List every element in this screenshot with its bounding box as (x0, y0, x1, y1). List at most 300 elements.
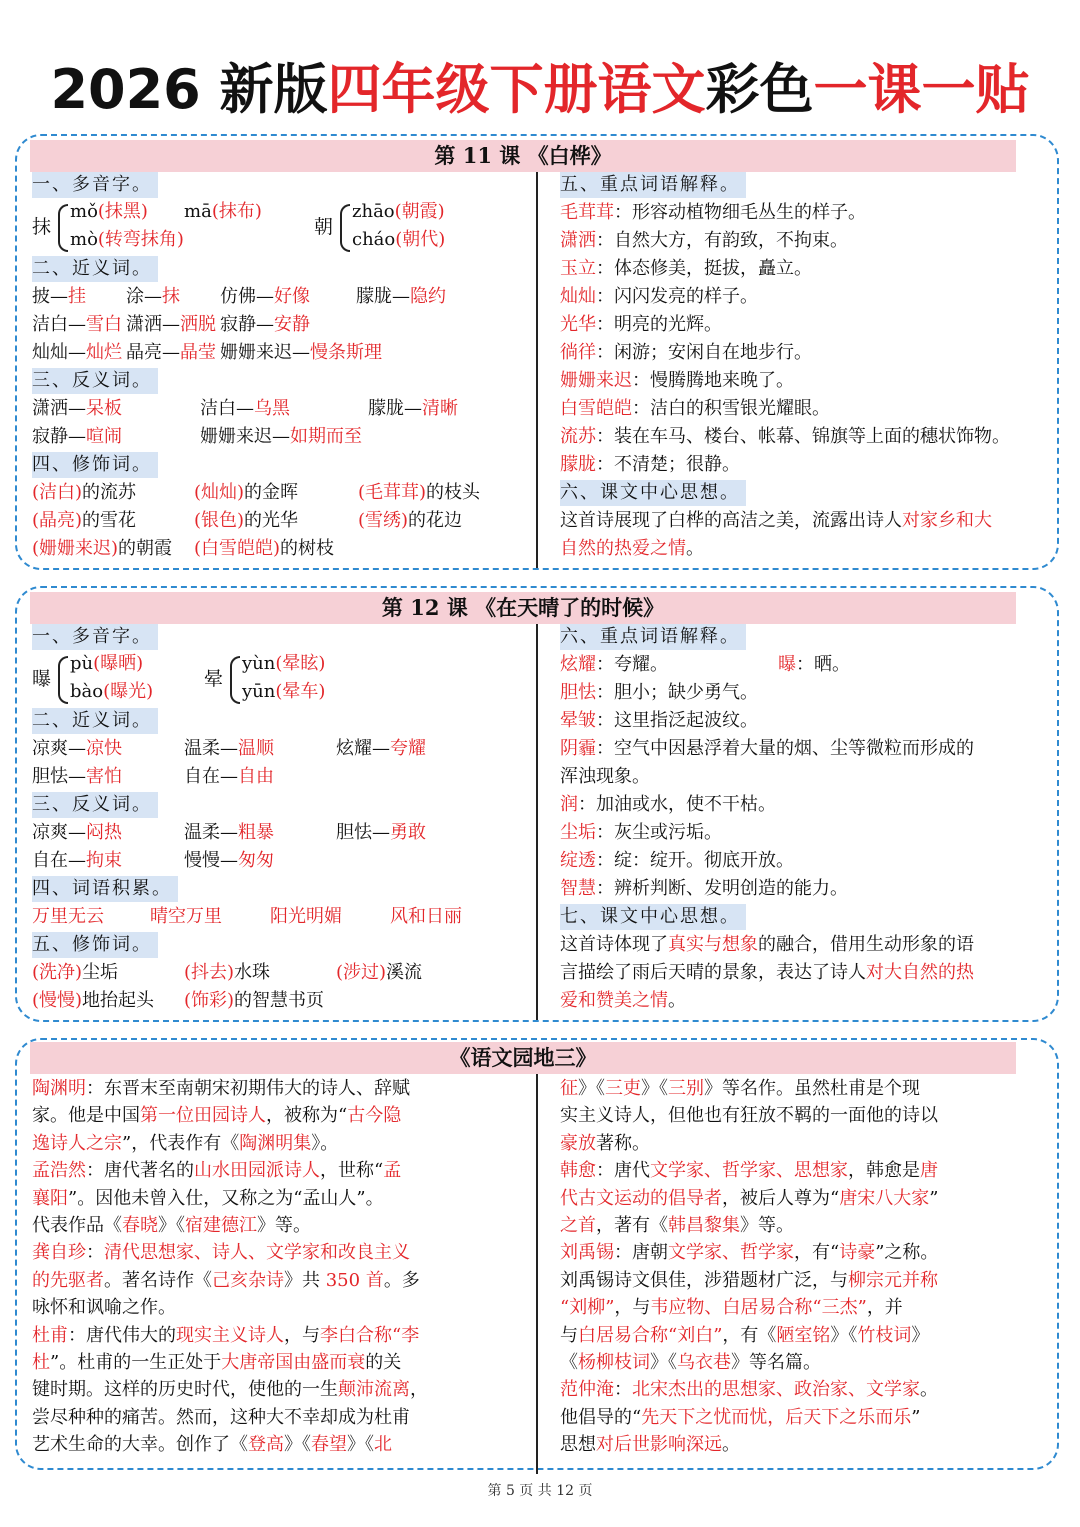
word-pair (220, 340, 382, 366)
body-text: 》《 (284, 1434, 311, 1456)
definition-term: 曝 (778, 654, 796, 675)
l11-polyphones (32, 198, 512, 256)
word-answer: 呆板 (86, 398, 122, 419)
modifier-word: (洗净) (32, 962, 83, 983)
body-text: ： (614, 1379, 632, 1401)
pinyin: pù (70, 653, 94, 674)
paragraph-line (32, 1295, 522, 1321)
body-text: ，有“ (794, 1242, 840, 1264)
body-text: 键时期。这样的历史时代，使他的一生 (32, 1379, 338, 1401)
word-pair (336, 820, 426, 846)
word-answer: 慢条斯理 (310, 342, 382, 363)
word-base: 慢慢— (184, 850, 238, 871)
body-text: 》《 (830, 1324, 858, 1346)
definition-text: ：体态修美，挺拔，矗立。 (596, 258, 812, 279)
title-part-3: 彩色 (705, 58, 814, 121)
word-base: 温柔— (184, 822, 238, 843)
poly-word: (抹黑) (97, 201, 148, 222)
modifier-word: (银色) (194, 510, 245, 531)
highlight-text: 文学家、哲学家 (668, 1242, 794, 1264)
body-text: ”。因他未曾入仕，又称之为“孟山人”。 (68, 1187, 384, 1209)
pinyin: yùn (242, 653, 276, 674)
modified-noun: 溪流 (386, 962, 423, 983)
highlight-text: 春晓 (122, 1215, 158, 1236)
word-answer: 自由 (238, 766, 274, 787)
highlight-text: 第一位田园诗人 (140, 1105, 266, 1127)
highlight-text: 范仲淹 (560, 1379, 614, 1401)
word-answer: 雪白 (86, 314, 122, 335)
paragraph-line (32, 1131, 522, 1157)
word-base: 自在— (32, 850, 86, 871)
word-item: 风和日丽 (390, 906, 462, 927)
l12-s2 (32, 708, 158, 734)
word-base: 潇洒— (126, 314, 180, 335)
word-pair (336, 736, 426, 762)
l12-polyphones (32, 650, 512, 708)
paragraph-line (32, 1432, 522, 1458)
modifier-word: (姗姗来迟) (32, 538, 119, 559)
body-text: 与 (560, 1324, 578, 1346)
word-answer: 粗暴 (238, 822, 274, 843)
body-text: 著称。 (596, 1132, 650, 1154)
paragraph-line (560, 1377, 1050, 1403)
definition-row (560, 708, 758, 734)
highlight-text: 先天下之忧而忧，后天下之乐而乐 (641, 1406, 912, 1428)
body-text: 咏怀和讽喻之作。 (32, 1297, 176, 1319)
section-heading: 一、多音字。 (32, 624, 158, 650)
modifier-item (336, 960, 422, 986)
l11-s3 (32, 368, 158, 394)
highlight-text: 文学家、哲学家、思想家 (650, 1160, 848, 1182)
word-pair (126, 340, 216, 366)
modified-noun: 的树枝 (280, 538, 335, 559)
definition-term: 白雪皑皑 (560, 398, 632, 419)
poly-word: (朝代) (395, 229, 446, 250)
paragraph-line (560, 1186, 1050, 1212)
body-text: 的关 (365, 1352, 402, 1373)
modifier-item (194, 536, 334, 562)
word-pair (200, 396, 290, 422)
highlight-text: 乌衣巷 (677, 1352, 731, 1373)
poly-char: 朝 (314, 216, 334, 238)
body-text: ：唐代著名的 (86, 1160, 194, 1182)
modified-noun: 的花边 (408, 510, 463, 531)
section-heading: 五、重点词语解释。 (560, 172, 746, 198)
highlight-text: 襄阳 (32, 1187, 68, 1209)
definition-term: 尘垢 (560, 822, 596, 843)
word-item: 晴空万里 (150, 906, 222, 927)
definition-row (560, 876, 848, 902)
definition-row (560, 764, 650, 790)
highlight-text: 韦应物、白居易合称“三杰” (650, 1297, 867, 1319)
l11-s4 (32, 452, 158, 478)
highlight-text: 唐宋八大家 (839, 1187, 930, 1209)
highlight-text: 诗豪 (839, 1242, 876, 1264)
body-text: 》等。 (257, 1215, 311, 1236)
poly-word: (曝光) (103, 681, 154, 702)
highlight-text: 龚自珍 (32, 1242, 86, 1264)
lesson12-divider (536, 624, 538, 1020)
definition-row (560, 452, 740, 478)
highlight-text: 孟浩然 (32, 1160, 86, 1182)
highlight-text: 对大自然的热 (866, 962, 974, 983)
word-pair (32, 736, 122, 762)
body-text: ”之称。 (875, 1242, 939, 1264)
poly-word: (晕车) (275, 681, 326, 702)
definition-term: 晕皱 (560, 710, 596, 731)
highlight-text: 柳宗元并称 (848, 1269, 938, 1291)
definition-term: 光华 (560, 314, 596, 335)
poly-char: 晕 (204, 668, 224, 690)
definition-term: 胆怯 (560, 682, 596, 703)
definition-text: ：闪闪发亮的样子。 (596, 286, 758, 307)
definition-text: ：慢腾腾地来晚了。 (632, 370, 794, 391)
poly-word: (转弯抹角) (97, 229, 184, 250)
l11-s6 (560, 480, 746, 506)
definition-term: 朦胧 (560, 454, 596, 475)
definition-row (560, 284, 758, 310)
brace-icon (58, 204, 68, 252)
body-text: ， (410, 1379, 428, 1401)
paragraph-line (32, 1377, 522, 1403)
body-text: 。 (668, 990, 686, 1011)
word-base: 胆怯— (32, 766, 86, 787)
definition-term: 潇洒 (560, 230, 596, 251)
l12-s5 (32, 932, 158, 958)
highlight-text: 刘禹锡 (560, 1242, 614, 1264)
highlight-text: 颠沛流离 (338, 1379, 410, 1401)
highlight-text: 杨柳枝词 (578, 1352, 650, 1373)
body-text: ，被后人尊为“ (722, 1187, 840, 1209)
modifier-item (32, 960, 118, 986)
word-base: 姗姗来迟— (220, 342, 310, 363)
modifier-item (184, 960, 270, 986)
word-base: 披— (32, 286, 68, 307)
paragraph-line (560, 960, 1050, 986)
section-heading: 三、反义词。 (32, 792, 158, 818)
modified-noun: 地抬起头 (82, 990, 155, 1011)
brace-icon (340, 204, 350, 252)
body-text: 》等名篇。 (731, 1352, 821, 1373)
body-text: 》。 (311, 1132, 339, 1154)
word-pair (32, 764, 122, 790)
word-pair (184, 736, 274, 762)
paragraph-line (32, 1158, 522, 1184)
word-answer: 乌黑 (254, 398, 290, 419)
word-base: 胆怯— (336, 822, 390, 843)
body-text: 》共 (284, 1269, 326, 1291)
body-text: ：唐代伟大的 (68, 1324, 176, 1346)
modified-noun: 的流苏 (82, 482, 137, 503)
l12-s6 (560, 624, 746, 650)
highlight-text: 陶渊明集 (239, 1132, 312, 1154)
definition-row (560, 312, 722, 338)
definition-row (560, 652, 850, 678)
word-base: 姗姗来迟— (200, 426, 290, 447)
lesson11-divider (536, 172, 538, 568)
word-base: 寂静— (32, 426, 86, 447)
highlight-text: 大唐帝国由盛而衰 (221, 1352, 366, 1373)
word-base: 凉爽— (32, 822, 86, 843)
modifier-word: (灿灿) (194, 482, 245, 503)
modified-noun: 尘垢 (82, 962, 119, 983)
word-answer: 好像 (274, 286, 310, 307)
word-answer: 勇敢 (390, 822, 426, 843)
body-text: 尝尽种种的痛苦。然而，这种大不幸却成为杜甫 (32, 1406, 410, 1428)
paragraph-line (32, 1076, 522, 1102)
word-pair (220, 312, 310, 338)
highlight-text: 现实主义诗人 (176, 1324, 284, 1346)
modifier-word: (晶亮) (32, 510, 83, 531)
l12-s4 (32, 876, 178, 902)
modified-noun: 水珠 (234, 962, 271, 983)
highlight-text: 竹枝词 (857, 1324, 912, 1346)
body-text: ，与 (284, 1324, 320, 1346)
paragraph-line (560, 988, 1050, 1014)
definition-text: ：加油或水，使不干枯。 (578, 794, 776, 815)
body-text: ：东晋末至南朝宋初期伟大的诗人、辞赋 (86, 1078, 410, 1099)
section-heading: 七、课文中心思想。 (560, 904, 746, 930)
highlight-text: 古今隐 (347, 1105, 402, 1127)
word-base: 潇洒— (32, 398, 86, 419)
pinyin: cháo (352, 229, 396, 250)
modified-noun: 的光华 (244, 510, 299, 531)
word-pair (184, 848, 274, 874)
definition-text: ：晒。 (796, 654, 850, 675)
definition-row (560, 340, 812, 366)
body-text: 艺术生命的大幸。创作了《 (32, 1434, 248, 1456)
pinyin: yūn (242, 681, 276, 702)
highlight-text: 杜甫 (32, 1324, 68, 1346)
garden-heading: 《语文园地三》 (30, 1042, 1016, 1074)
paragraph-line (560, 1158, 1050, 1184)
definition-row (560, 228, 848, 254)
word-pair (32, 424, 122, 450)
definition-row (560, 396, 830, 422)
word-pair (184, 764, 274, 790)
word-pair (220, 284, 310, 310)
word-answer: 挂 (68, 286, 86, 307)
poly-word: (抹布) (211, 201, 262, 222)
definition-text: ：不清楚；很静。 (596, 454, 740, 475)
body-text: ，有《 (722, 1324, 777, 1346)
body-text: ” (911, 1406, 921, 1428)
word-base: 朦胧— (368, 398, 422, 419)
pinyin: bào (70, 681, 104, 702)
definition-text: ：空气中因悬浮着大量的烟、尘等微粒而形成的 (596, 738, 974, 759)
body-text: 。著名诗作《 (104, 1269, 212, 1291)
l12-s7 (560, 904, 746, 930)
poly-char: 抹 (32, 216, 52, 238)
word-pair (356, 284, 446, 310)
word-item: 阳光明媚 (270, 906, 342, 927)
highlight-text: 豪放 (560, 1132, 596, 1154)
word-pair (32, 284, 86, 310)
body-text: ，世称“ (320, 1160, 384, 1182)
poly-char: 曝 (32, 668, 52, 690)
definition-text: ：胆小；缺少勇气。 (596, 682, 758, 703)
paragraph-line (560, 1432, 1050, 1458)
highlight-text: 代古文运动的倡导者 (560, 1187, 722, 1209)
word-answer: 隐约 (410, 286, 446, 307)
pinyin: mò (70, 229, 98, 250)
body-text: 》《 (158, 1215, 185, 1236)
definition-term: 炫耀 (560, 654, 596, 675)
title-part-2: 四年级下册语文 (327, 58, 706, 121)
word-base: 晶亮— (126, 342, 180, 363)
body-text: ： (86, 1242, 104, 1264)
highlight-text: 李白合称“李 (320, 1324, 420, 1346)
word-answer: 安静 (274, 314, 310, 335)
paragraph-line (560, 1103, 1050, 1129)
definition-text: ：形容动植物细毛丛生的样子。 (614, 202, 866, 223)
definition-row (560, 256, 812, 282)
body-text: 》《 (641, 1078, 668, 1099)
body-text: 。多 (383, 1269, 420, 1291)
word-base: 仿佛— (220, 286, 274, 307)
body-text: ，被称为“ (266, 1105, 348, 1127)
body-text: 代表作品《 (32, 1215, 122, 1236)
highlight-text: 春望 (311, 1434, 347, 1456)
word-answer: 抹 (162, 286, 180, 307)
paragraph-line (32, 1213, 522, 1239)
center-highlight: 自然的热爱之情 (560, 538, 686, 559)
definition-text: ：灰尘或污垢。 (596, 822, 722, 843)
definition-term: 毛茸茸 (560, 202, 614, 223)
lesson11-heading: 第 11 课 《白桦》 (30, 140, 1016, 172)
highlight-text: 己亥杂诗 (212, 1269, 284, 1291)
paragraph-line (32, 1268, 522, 1294)
word-answer: 温顺 (238, 738, 274, 759)
word-pair (32, 848, 122, 874)
body-text: 《 (560, 1352, 578, 1373)
section-heading: 四、词语积累。 (32, 876, 178, 902)
highlight-text: 爱和赞美之情 (560, 990, 668, 1011)
paragraph-line (32, 1240, 522, 1266)
paragraph-line (560, 1323, 1050, 1349)
center-highlight: 对家乡和大 (902, 510, 992, 531)
brace-icon (58, 656, 68, 704)
modifier-word: (涉过) (336, 962, 387, 983)
definition-row (560, 736, 974, 762)
definition-term: 流苏 (560, 426, 596, 447)
definition-row (560, 848, 794, 874)
body-text: ，著有《 (596, 1215, 668, 1236)
word-answer: 洒脱 (180, 314, 216, 335)
body-text: ：唐朝 (614, 1242, 668, 1264)
word-answer: 夸耀 (390, 738, 426, 759)
body-text: 》《 (347, 1434, 374, 1456)
highlight-text: 唐 (920, 1160, 938, 1182)
word-answer: 灿烂 (86, 342, 122, 363)
body-text: 思想 (560, 1434, 596, 1456)
modifier-word: (饰彩) (184, 990, 235, 1011)
poly-word: (朝霞) (394, 201, 445, 222)
modifier-word: (抖去) (184, 962, 235, 983)
highlight-text: 350 首 (325, 1269, 384, 1291)
modifier-item (32, 988, 154, 1014)
highlight-text: 三别 (668, 1078, 704, 1099)
word-pair (32, 312, 122, 338)
body-text: 这首诗体现了 (560, 934, 668, 955)
definition-term: 绽透 (560, 850, 596, 871)
modifier-item (32, 536, 172, 562)
body-text: 他倡导的“ (560, 1406, 642, 1428)
highlight-text: 宿建德江 (185, 1215, 257, 1236)
modifier-word: (慢慢) (32, 990, 83, 1011)
definition-text: 浑浊现象。 (560, 766, 650, 787)
highlight-text: 韩愈 (560, 1160, 596, 1182)
highlight-text: 真实与想象 (668, 934, 758, 955)
modified-noun: 的金晖 (244, 482, 299, 503)
word-pair (32, 820, 122, 846)
definition-text: ：明亮的光辉。 (596, 314, 722, 335)
pinyin: zhāo (352, 201, 395, 222)
l12-s3 (32, 792, 158, 818)
highlight-text: 之首 (560, 1215, 596, 1236)
definition-row (560, 424, 1010, 450)
modifier-word: (毛茸茸) (358, 482, 427, 503)
modified-noun: 的枝头 (426, 482, 481, 503)
body-text: ，并 (866, 1297, 903, 1319)
word-base: 自在— (184, 766, 238, 787)
highlight-text: 征 (560, 1078, 578, 1099)
body-text: 实主义诗人，但他也有狂放不羁的一面他的诗以 (560, 1105, 938, 1127)
highlight-text: 北宋杰出的思想家、政治家、文学家 (632, 1379, 920, 1401)
definition-row (560, 680, 758, 706)
highlight-text: 山水田园派诗人 (194, 1160, 320, 1182)
paragraph-line (32, 1103, 522, 1129)
l11-s2 (32, 256, 158, 282)
center-text: 这首诗展现了白桦的高洁之美，流露出诗人 (560, 510, 902, 531)
word-answer: 喧闹 (86, 426, 122, 447)
modifier-word: (雪绣) (358, 510, 409, 531)
word-answer: 闷热 (86, 822, 122, 843)
section-heading: 二、近义词。 (32, 708, 158, 734)
word-answer: 清晰 (422, 398, 458, 419)
definition-row (560, 792, 776, 818)
section-heading: 三、反义词。 (32, 368, 158, 394)
definition-term: 玉立 (560, 258, 596, 279)
poly-word: (曝晒) (93, 653, 144, 674)
l11-s5 (560, 172, 746, 198)
body-text: ”。杜甫的一生正处于 (50, 1352, 222, 1373)
paragraph-line (560, 932, 1050, 958)
modifier-item (358, 480, 480, 506)
word-answer: 凉快 (86, 738, 122, 759)
section-heading: 一、多音字。 (32, 172, 158, 198)
modifier-item (32, 508, 136, 534)
paragraph-line (560, 1350, 1050, 1376)
body-text: ，与 (614, 1297, 651, 1319)
highlight-text: 逸诗人之宗 (32, 1132, 122, 1154)
l12-words-row (32, 904, 462, 930)
body-text: ” (929, 1187, 939, 1209)
body-text: 的融合，借用生动形象的语 (758, 934, 974, 955)
word-item: 万里无云 (32, 906, 104, 927)
section-heading: 六、课文中心思想。 (560, 480, 746, 506)
body-text: ，韩愈是 (848, 1160, 920, 1182)
definition-text: ：洁白的积雪银光耀眼。 (632, 398, 830, 419)
lesson12-heading: 第 12 课 《在天晴了的时候》 (30, 592, 1016, 624)
pinyin: mā (184, 201, 212, 222)
highlight-text: 孟 (383, 1160, 402, 1182)
highlight-text: 陶渊明 (32, 1078, 86, 1099)
body-text: ”，代表作有《 (122, 1132, 240, 1154)
l12-s1 (32, 624, 158, 650)
word-base: 凉爽— (32, 738, 86, 759)
section-heading: 六、重点词语解释。 (560, 624, 746, 650)
